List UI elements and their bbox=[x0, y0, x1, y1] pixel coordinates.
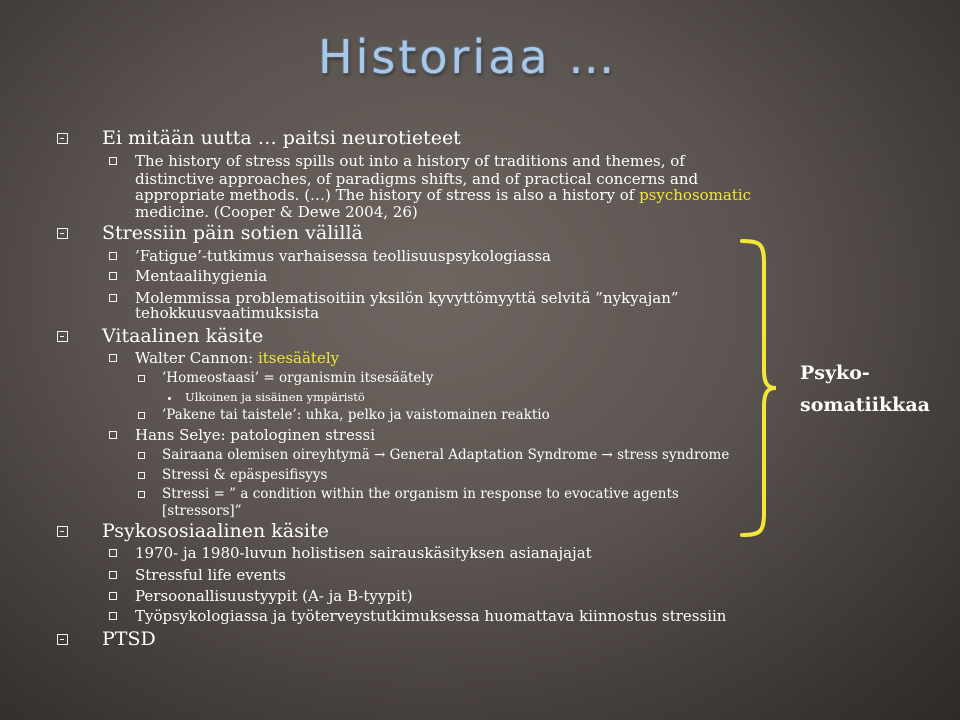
bullet-box-icon bbox=[138, 472, 145, 479]
outline-item-text: Työpsykologiassa ja työterveystutkimuksessa huomattava kiinnostus stressiin bbox=[135, 607, 727, 625]
outline-item-level2 bbox=[135, 609, 726, 624]
outline-item-text: Sairaana olemisen oireyhtymä → General Adaptation Syndrome → stress syndrome bbox=[162, 447, 730, 463]
bullet-square-icon bbox=[57, 634, 68, 645]
outline-item-level3 bbox=[162, 409, 550, 423]
bullet-box-icon bbox=[109, 272, 117, 280]
bullet-box-icon bbox=[109, 294, 117, 302]
outline-item-text: 1970- ja 1980-luvun holistisen sairauskäsityksen asianajajat bbox=[135, 544, 592, 562]
outline-item-level2 bbox=[135, 589, 413, 604]
outline-item-text: appropriate methods. (…) The history of stress is also a history of bbox=[135, 186, 640, 204]
outline-item-text: PTSD bbox=[102, 628, 156, 650]
outline-item-text: Vitaalinen käsite bbox=[102, 325, 264, 347]
bullet-square-icon bbox=[57, 133, 68, 144]
outline-item-level2 bbox=[135, 306, 319, 321]
outline-item-level2 bbox=[135, 188, 751, 203]
outline-item-level1 bbox=[102, 129, 461, 148]
bullet-box-icon bbox=[138, 375, 145, 382]
outline-item-level2 bbox=[135, 428, 375, 443]
outline-item-level2 bbox=[135, 546, 592, 561]
bullet-box-icon bbox=[109, 157, 117, 165]
curly-brace-icon bbox=[740, 238, 780, 538]
outline-item-text: Stressful life events bbox=[135, 566, 286, 584]
outline-item-level2 bbox=[135, 269, 267, 284]
outline-item-level3 bbox=[162, 449, 729, 463]
outline-item-level2 bbox=[135, 249, 551, 264]
outline-item-text: tehokkuusvaatimuksista bbox=[135, 304, 320, 322]
side-label-line2: somatiikkaa bbox=[800, 394, 930, 416]
outline-item-level2 bbox=[135, 172, 698, 187]
bullet-square-icon bbox=[57, 228, 68, 239]
outline-item-level2 bbox=[135, 205, 418, 220]
bullet-dot-icon bbox=[168, 397, 171, 400]
highlighted-term: itsesäätely bbox=[257, 349, 340, 367]
outline-item-text: distinctive approaches, of paradigms shifts, and of practical concerns and bbox=[135, 170, 699, 188]
side-label-line1: Psyko- bbox=[800, 362, 870, 384]
outline-item-level2 bbox=[135, 568, 286, 583]
bullet-box-icon bbox=[109, 431, 117, 439]
outline-item-text: Mentaalihygienia bbox=[135, 267, 268, 285]
bullet-box-icon bbox=[109, 549, 117, 557]
outline-item-level3 bbox=[162, 469, 328, 483]
outline-item-level3 bbox=[162, 372, 433, 386]
outline-item-text: ’Fatigue’-tutkimus varhaisessa teollisuuspsykologiassa bbox=[135, 247, 551, 265]
outline-item-text: Molemmissa problematisoitiin yksilön kyvyttömyyttä selvitä ”nykyajan” bbox=[135, 289, 679, 307]
bullet-box-icon bbox=[109, 592, 117, 600]
outline-item-level2 bbox=[135, 154, 685, 169]
outline-item-text: medicine. (Cooper & Dewe 2004, 26) bbox=[135, 203, 418, 221]
outline-item-text: Stressiin päin sotien välillä bbox=[102, 222, 363, 244]
bullet-square-icon bbox=[57, 331, 68, 342]
outline-item-level1 bbox=[102, 327, 263, 346]
outline-item-level4 bbox=[185, 392, 365, 404]
outline-item-text: Stressi & epäspesifisyys bbox=[162, 467, 328, 483]
outline-item-text: Hans Selye: patologinen stressi bbox=[135, 426, 376, 444]
outline-item-text: Stressi = ” a condition within the organism in response to evocative agents bbox=[162, 486, 679, 502]
bullet-box-icon bbox=[138, 452, 145, 459]
outline-item-level3 bbox=[162, 488, 679, 502]
bullet-box-icon bbox=[109, 571, 117, 579]
outline-item-text: Walter Cannon: bbox=[135, 349, 258, 367]
outline-item-text: [stressors]” bbox=[162, 503, 242, 519]
outline-item-text: Ulkoinen ja sisäinen ympäristö bbox=[185, 390, 365, 404]
bullet-square-icon bbox=[57, 526, 68, 537]
outline-item-text: Psykososiaalinen käsite bbox=[102, 520, 329, 542]
highlighted-term: psychosomatic bbox=[639, 186, 752, 204]
outline-item-level1 bbox=[102, 522, 329, 541]
bullet-box-icon bbox=[138, 491, 145, 498]
outline-item-text: Ei mitään uutta … paitsi neurotieteet bbox=[102, 127, 461, 149]
outline-item-level1 bbox=[102, 630, 156, 649]
slide-title: Historiaa … bbox=[318, 30, 618, 84]
outline-item-level3 bbox=[162, 505, 242, 519]
bullet-box-icon bbox=[109, 612, 117, 620]
bullet-box-icon bbox=[138, 412, 145, 419]
bullet-box-icon bbox=[109, 252, 117, 260]
outline-item-text: ’Pakene tai taistele’: uhka, pelko ja vaistomainen reaktio bbox=[162, 407, 550, 423]
outline-item-text: The history of stress spills out into a history of traditions and themes, of bbox=[135, 152, 685, 170]
outline-item-text: Persoonallisuustyypit (A- ja B-tyypit) bbox=[135, 587, 413, 605]
outline-item-level2 bbox=[135, 351, 339, 366]
bullet-box-icon bbox=[109, 354, 117, 362]
outline-item-text: ’Homeostaasi’ = organismin itsesäätely bbox=[162, 370, 434, 386]
outline-item-level1 bbox=[102, 224, 363, 243]
